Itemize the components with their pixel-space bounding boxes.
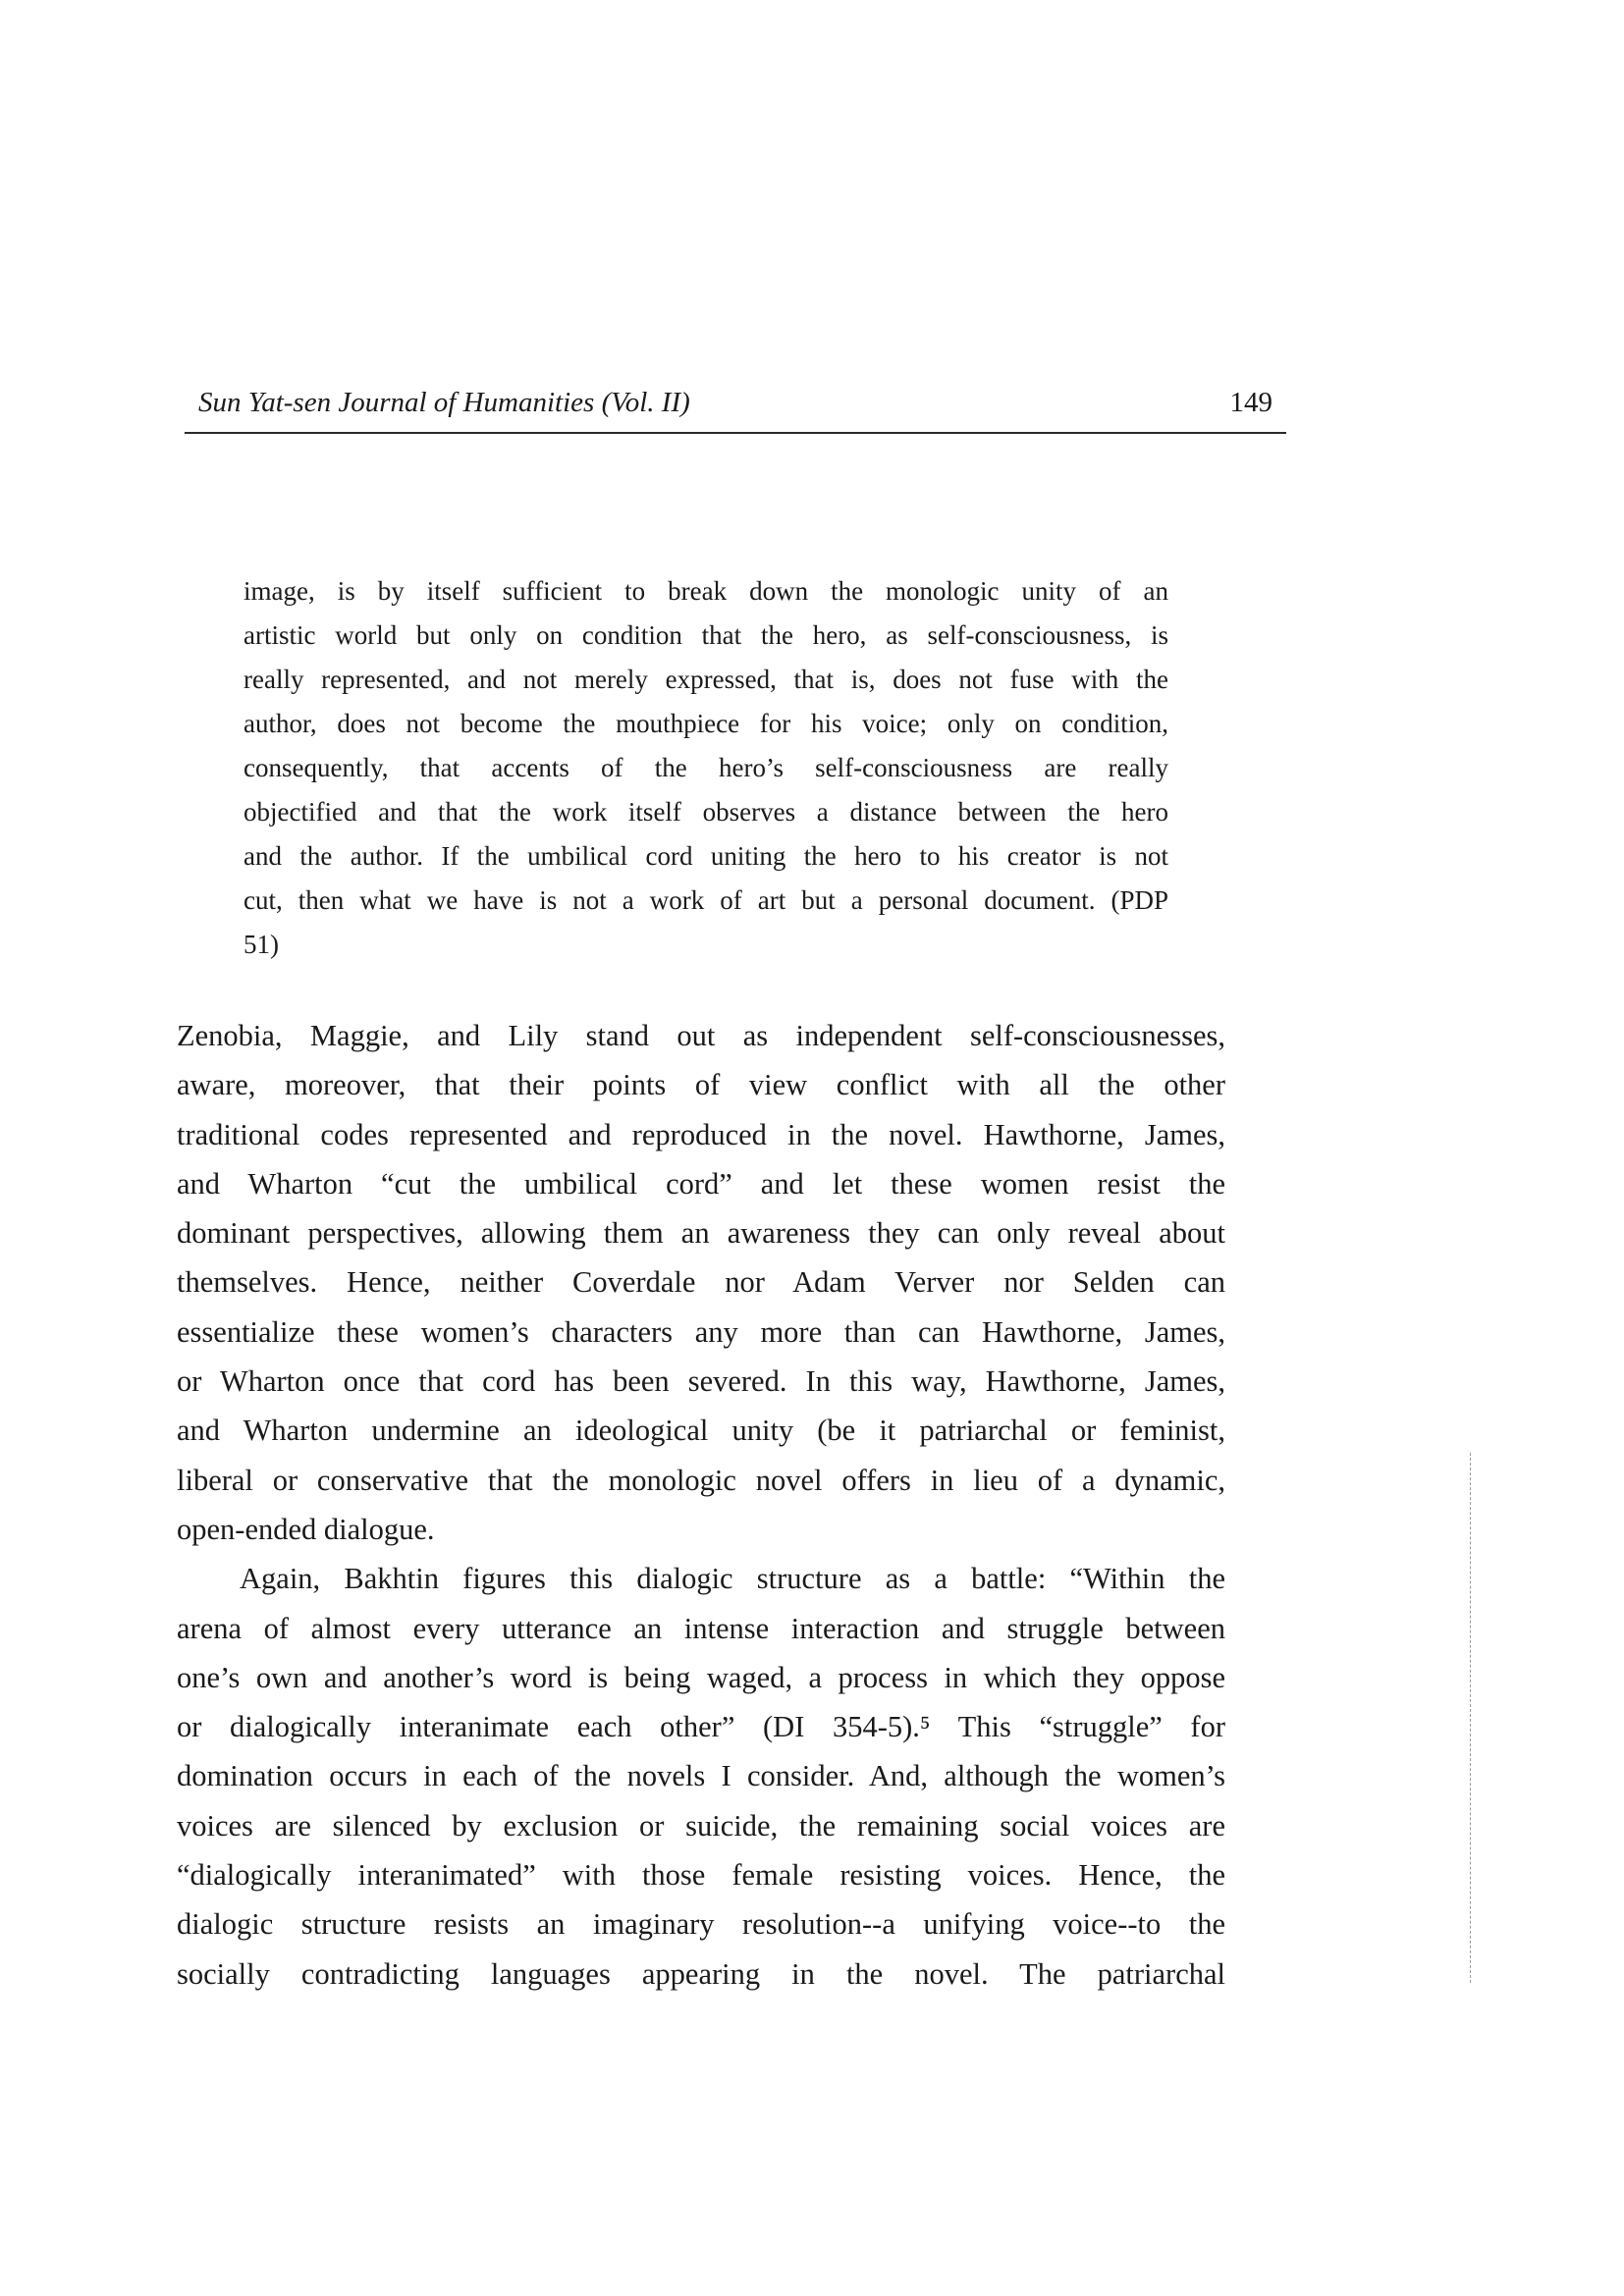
paragraph-line: and Wharton “cut the umbilical cord” and let these women resist the — [177, 1166, 1225, 1201]
quote-line: artistic world but only on condition that the hero, as self-consciousness, is — [244, 620, 1168, 650]
quote-line: author, does not become the mouthpiece for his voice; only on condition, — [244, 709, 1168, 738]
paragraph-line: and Wharton undermine an ideological unity (be it patriarchal or feminist, — [177, 1414, 1225, 1448]
paragraph-line: dialogic structure resists an imaginary resolution--a unifying voice--to the — [177, 1907, 1225, 1942]
paragraph-zenobia — [177, 1011, 1225, 1554]
paragraph-line: or dialogically interanimate each other” (DI 354-5).⁵ This “struggle” for — [177, 1710, 1225, 1744]
quote-line: and the author. If the umbilical cord uniting the hero to his creator is not — [244, 841, 1168, 871]
quote-line: really represented, and not merely expressed, that is, does not fuse with the — [244, 665, 1168, 694]
paragraph-line: Zenobia, Maggie, and Lily stand out as independent self-consciousnesses, — [177, 1019, 1225, 1052]
paragraph-line: arena of almost every utterance an intense interaction and struggle between — [177, 1611, 1225, 1645]
paragraph-line: essentialize these women’s characters any more than can Hawthorne, James, — [177, 1314, 1225, 1349]
paragraph-line: traditional codes represented and reproduced in the novel. Hawthorne, James, — [177, 1117, 1225, 1151]
block-quote — [244, 569, 1168, 967]
paragraph-line: aware, moreover, that their points of view conflict with all the other — [177, 1068, 1225, 1102]
quote-line: cut, then what we have is not a work of art but a personal document. (PDP — [244, 885, 1168, 915]
quote-line: image, is by itself sufficient to break down the monologic unity of an — [244, 576, 1168, 606]
journal-title: Sun Yat-sen Journal of Humanities (Vol. II) — [198, 387, 690, 418]
paragraph-bakhtin — [177, 1554, 1225, 1999]
paragraph-line: socially contradicting languages appearing in the novel. The patriarchal — [177, 1956, 1225, 1991]
quote-line: consequently, that accents of the hero’s self-consciousness are really — [244, 753, 1168, 782]
paragraph-line: themselves. Hence, neither Coverdale nor Adam Verver nor Selden can — [177, 1265, 1225, 1300]
paragraph-line: one’s own and another’s word is being waged, a process in which they oppose — [177, 1660, 1225, 1694]
paragraph-line: “dialogically interanimated” with those female resisting voices. Hence, the — [177, 1858, 1225, 1893]
quote-line: 51) — [244, 930, 279, 959]
paragraph-line: voices are silenced by exclusion or suicide, the remaining social voices are — [177, 1808, 1225, 1842]
paragraph-line: or Wharton once that cord has been severed. In this way, Hawthorne, James, — [177, 1364, 1225, 1399]
page-number: 149 — [1229, 387, 1272, 418]
body-text — [177, 1011, 1225, 1999]
paragraph-line: dominant perspectives, allowing them an awareness they can only reveal about — [177, 1216, 1225, 1251]
paragraph-line: open-ended dialogue. — [177, 1512, 435, 1546]
paragraph-line: Again, Bakhtin figures this dialogic structure as a battle: “Within the — [240, 1562, 1225, 1596]
running-header — [185, 381, 1286, 434]
paragraph-line: liberal or conservative that the monologic novel offers in lieu of a dynamic, — [177, 1463, 1225, 1497]
scan-edge-mark — [1470, 1453, 1472, 1983]
quote-line: objectified and that the work itself observes a distance between the hero — [244, 797, 1168, 827]
paragraph-line: domination occurs in each of the novels I consider. And, although the women’s — [177, 1759, 1225, 1793]
